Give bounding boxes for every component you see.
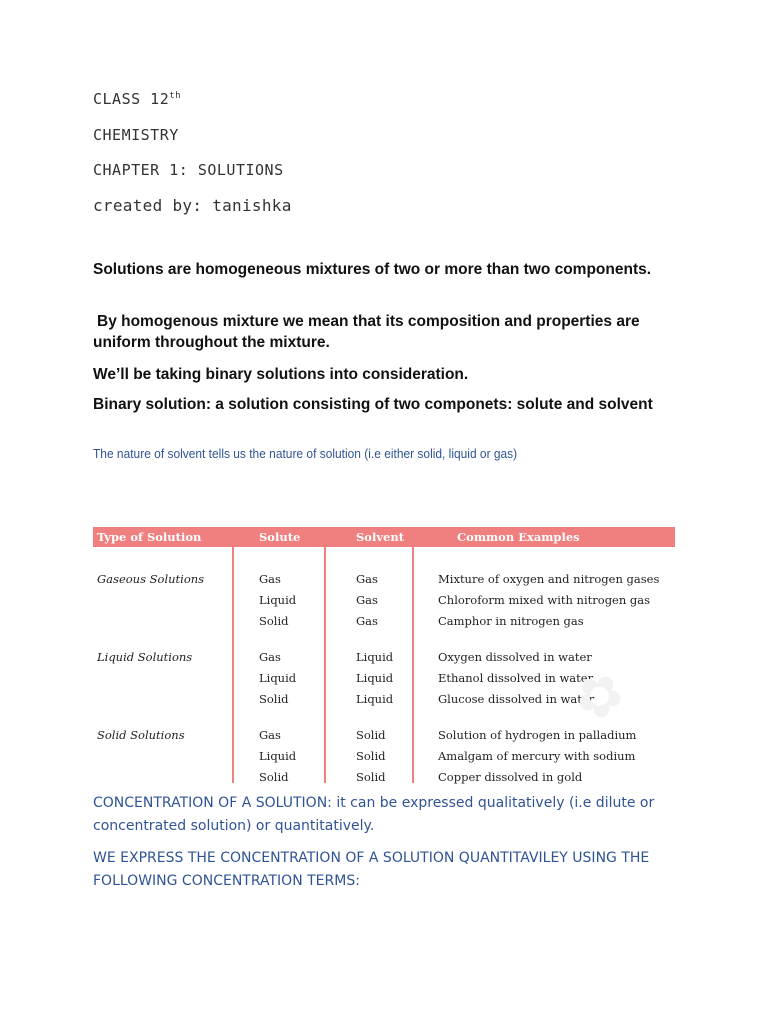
table-cell-solvent: Gas [356, 614, 378, 628]
table-cell-example: Camphor in nitrogen gas [438, 614, 584, 628]
table-cell-example: Amalgam of mercury with sodium [438, 749, 636, 763]
concentration-terms-paragraph: WE EXPRESS THE CONCENTRATION OF A SOLUTION QUANTITAVILEY USING THE FOLLOWING CONCENTRATION TERMS: [93, 850, 650, 889]
table-cell-solute: Solid [259, 692, 289, 706]
table-cell-example: Solution of hydrogen in palladium [438, 728, 637, 742]
table-cell-example: Mixture of oxygen and nitrogen gases [438, 572, 660, 586]
binary-definition-paragraph: Binary solution: a solution consisting of two componets: solute and solvent [93, 396, 653, 413]
table-cell-solute: Gas [259, 728, 281, 742]
table-cell-solute: Liquid [259, 671, 297, 685]
binary-paragraph: We’ll be taking binary solutions into consideration. [93, 366, 469, 383]
column-divider [412, 547, 414, 783]
homogenous-paragraph: By homogenous mixture we mean that its composition and properties are uniform throughout the mixture. [93, 313, 640, 351]
class-label: CLASS 12th [93, 90, 182, 108]
table-cell-solvent: Gas [356, 593, 378, 607]
table-group-type: Solid Solutions [97, 728, 185, 742]
table-cell-solute: Gas [259, 572, 281, 586]
class-superscript: th [169, 91, 182, 101]
column-divider [232, 547, 234, 783]
table-cell-solute: Solid [259, 770, 289, 784]
definition-paragraph: Solutions are homogeneous mixtures of two or more than two components. [93, 261, 652, 278]
column-divider [324, 547, 326, 783]
table-cell-example: Glucose dissolved in water [438, 692, 595, 706]
watermark: ✿ [560, 656, 640, 736]
chapter-label: CHAPTER 1: SOLUTIONS [93, 161, 284, 179]
table-cell-solvent: Liquid [356, 692, 394, 706]
table-cell-solute: Liquid [259, 593, 297, 607]
header-type: Type of Solution [97, 530, 202, 544]
table-header [93, 527, 675, 547]
subject-label: CHEMISTRY [93, 126, 179, 144]
solvent-note: The nature of solvent tells us the nature of solution (i.e either solid, liquid or gas) [93, 446, 518, 461]
header-solvent: Solvent [356, 530, 405, 544]
table-cell-solvent: Liquid [356, 650, 394, 664]
table-cell-example: Chloroform mixed with nitrogen gas [438, 593, 651, 607]
header-solute: Solute [259, 530, 301, 544]
table-cell-solute: Solid [259, 614, 289, 628]
table-cell-solute: Liquid [259, 749, 297, 763]
table-group-type: Liquid Solutions [97, 650, 193, 664]
table-cell-solute: Gas [259, 650, 281, 664]
table-cell-example: Copper dissolved in gold [438, 770, 583, 784]
table-cell-example: Ethanol dissolved in water [438, 671, 594, 685]
author-label: created by: tanishka [93, 196, 292, 215]
table-cell-solvent: Liquid [356, 671, 394, 685]
solution-types-table [93, 527, 675, 783]
table-group-type: Gaseous Solutions [97, 572, 205, 586]
table-cell-solvent: Solid [356, 749, 386, 763]
table-cell-solvent: Solid [356, 728, 386, 742]
header-examples: Common Examples [457, 530, 580, 544]
table-cell-solvent: Solid [356, 770, 386, 784]
table-cell-solvent: Gas [356, 572, 378, 586]
concentration-paragraph: CONCENTRATION OF A SOLUTION: it can be expressed qualitatively (i.e dilute or concentrated solution) or quantitatively. [93, 795, 655, 834]
table-cell-example: Oxygen dissolved in water [438, 650, 592, 664]
